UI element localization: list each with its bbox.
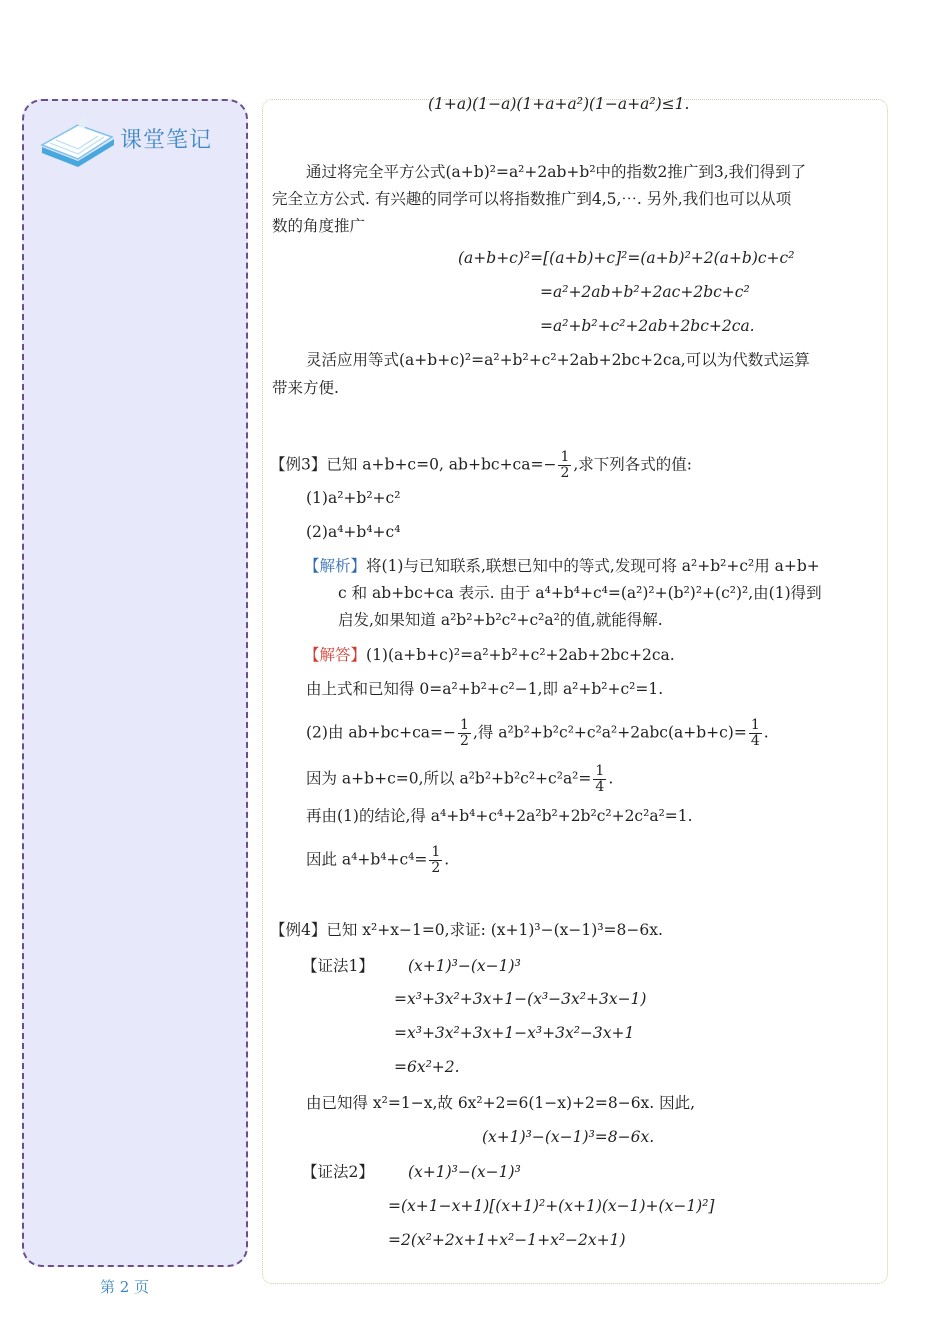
ex3-analysis-line2: c 和 ab+bc+ca 表示. 由于 a⁴+b⁴+c⁴=(a²)²+(b²)²+(c²)²,由(1)得到: [338, 584, 822, 602]
para2-line2: 带来方便.: [272, 379, 339, 397]
ex3-solution-line6: 因此 a⁴+b⁴+c⁴= $\frac{1}{2}$ .: [306, 844, 450, 876]
proof1-tag: 【证法1】: [302, 957, 374, 975]
ex3-heading: 【例3】已知 a+b+c=0, ab+bc+ca=− $\frac{1}{2}$ ,求下列各式的值:: [270, 449, 693, 481]
expand-line3: =a²+b²+c²+2ab+2bc+2ca.: [540, 317, 755, 335]
proof1-conclusion2: (x+1)³−(x−1)³=8−6x.: [482, 1128, 655, 1146]
sidebar-title: 课堂笔记: [120, 128, 213, 153]
ex4-heading: 【例4】已知 x²+x−1=0,求证: (x+1)³−(x−1)³=8−6x.: [270, 921, 663, 939]
proof1-conclusion1: 由已知得 x²=1−x,故 6x²+2=6(1−x)+2=8−6x. 因此,: [306, 1094, 696, 1112]
proof1-line1: =x³+3x²+3x+1−(x³−3x²+3x−1): [394, 990, 647, 1008]
page-number: 第 2 页: [100, 1278, 150, 1296]
ex3-q1: (1)a²+b²+c²: [306, 489, 401, 507]
expand-line2: =a²+2ab+b²+2ac+2bc+c²: [540, 283, 750, 301]
ex3-solution-line2: 由上式和已知得 0=a²+b²+c²−1,即 a²+b²+c²=1.: [306, 680, 664, 698]
ex3-analysis-line1: 【解析】将(1)与已知联系,联想已知中的等式,发现可将 a²+b²+c²用 a+b+: [304, 557, 820, 575]
para1-line2: 完全立方公式. 有兴趣的同学可以将指数推广到4,5,⋯. 另外,我们也可以从项: [272, 190, 792, 208]
fraction-one-quarter: $\frac{1}{4}$: [595, 763, 605, 795]
proof2-tag: 【证法2】: [302, 1163, 374, 1181]
notes-sidebar: [22, 99, 248, 1267]
fraction-one-half: $\frac{1}{2}$: [431, 844, 441, 876]
ex3-analysis-line3: 启发,如果知道 a²b²+b²c²+c²a²的值,就能得解.: [338, 611, 663, 629]
proof1-line2: =x³+3x²+3x+1−x³+3x²−3x+1: [394, 1024, 635, 1042]
fraction-one-quarter: $\frac{1}{4}$: [750, 717, 760, 749]
book-icon: [38, 109, 118, 173]
answer-tag: 【解答】: [304, 646, 367, 664]
para1-line3: 数的角度推广: [272, 217, 366, 235]
expand-line1: (a+b+c)²=[(a+b)+c]²=(a+b)²+2(a+b)c+c²: [458, 249, 795, 267]
ex3-q2: (2)a⁴+b⁴+c⁴: [306, 523, 401, 541]
fraction-one-half: $\frac{1}{2}$: [560, 449, 570, 481]
proof1-line0: (x+1)³−(x−1)³: [408, 957, 521, 975]
analysis-tag: 【解析】: [304, 557, 367, 575]
proof2-line0: (x+1)³−(x−1)³: [408, 1163, 521, 1181]
proof2-line2: =2(x²+2x+1+x²−1+x²−2x+1): [388, 1231, 626, 1249]
ex3-solution-line3: (2)由 ab+bc+ca=− $\frac{1}{2}$ ,得 a²b²+b²c²+c²a²+2abc(a+b+c)= $\frac{1}{4}$ .: [306, 717, 769, 749]
para2-line1: 灵活应用等式(a+b+c)²=a²+b²+c²+2ab+2bc+2ca,可以为代数式运算: [306, 351, 810, 369]
top-formula: (1+a)(1−a)(1+a+a²)(1−a+a²)≤1.: [428, 95, 690, 113]
ex3-solution-line1: 【解答】(1)(a+b+c)²=a²+b²+c²+2ab+2bc+2ca.: [304, 646, 675, 664]
proof1-line3: =6x²+2.: [394, 1058, 460, 1076]
proof2-line1: =(x+1−x+1)[(x+1)²+(x+1)(x−1)+(x−1)²]: [388, 1197, 715, 1215]
ex3-solution-line4: 因为 a+b+c=0,所以 a²b²+b²c²+c²a²= $\frac{1}{4}$ .: [306, 763, 614, 795]
para1-line1: 通过将完全平方公式(a+b)²=a²+2ab+b²中的指数2推广到3,我们得到了: [306, 163, 807, 181]
fraction-one-half: $\frac{1}{2}$: [460, 717, 469, 749]
ex3-solution-line5: 再由(1)的结论,得 a⁴+b⁴+c⁴+2a²b²+2b²c²+2c²a²=1.: [306, 807, 693, 825]
